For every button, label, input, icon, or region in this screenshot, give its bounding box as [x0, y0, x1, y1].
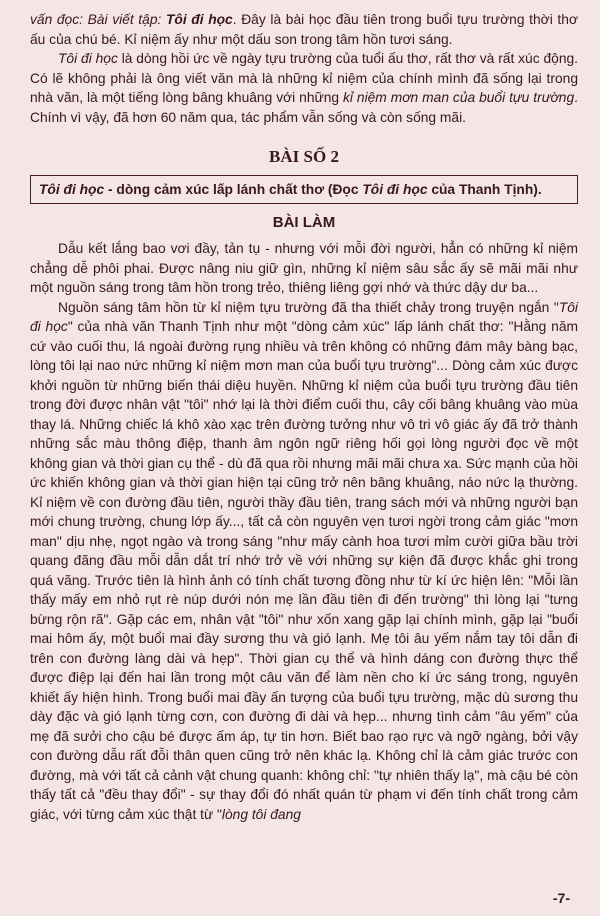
- intro-text: . Chính vì vậy, đã hơn 60 năm qua, tác phẩm vẫn sống và còn sống mãi.: [30, 90, 578, 125]
- work-title: Tôi đi học: [30, 299, 578, 334]
- page-number: -7-: [552, 890, 570, 906]
- topic-box: [30, 175, 578, 204]
- intro-label: vấn đọc: Bài viết tập:: [30, 12, 166, 27]
- work-title: Tôi đi học: [165, 12, 233, 27]
- work-title: Tôi đi học: [362, 182, 428, 197]
- intro-paragraph-2: [30, 49, 578, 127]
- document-page: [30, 10, 578, 824]
- intro-paragraph-1: [30, 10, 578, 49]
- essay-paragraph-2: [30, 298, 578, 825]
- intro-text: là dòng hồi ức về ngày tựu trường của tuổi ấu thơ, rất thơ và rất xúc động. Có lẽ không phải là ông viết văn mà là những kỉ niệm của chính mình đã sống lại trong nhà văn, là một tiếng lòng bâng khuâng với những: [30, 51, 578, 105]
- work-title: Tôi đi học: [58, 51, 118, 66]
- intro-text: . Đây là bài học đầu tiên trong buổi tựu trường thời thơ ấu của chú bé. Kỉ niệm ấy như một dấu son trong tâm hồn tươi sáng.: [30, 12, 578, 47]
- essay-text: Nguồn sáng tâm hồn từ kỉ niệm tựu trường đã tha thiết chảy trong truyện ngắn ": [58, 299, 559, 315]
- topic-text: - dòng cảm xúc lấp lánh chất thơ (Đọc: [104, 182, 363, 197]
- essay-paragraph-1: Dẫu kết lắng bao vơi đầy, tản tụ - nhưng với mỗi đời người, hẳn có những kỉ niệm chẳng dễ phôi phai. Được nâng niu giữ gìn, những kỉ niệm sâu sắc ấy sẽ mãi mãi như một nguồn sáng trong tâm hồn trong trẻo, thiêng liêng gợi nhớ và thức dậy dư ba...: [30, 241, 578, 295]
- quote: kỉ niệm mơn man của buổi tựu trường: [343, 90, 575, 105]
- quote: lòng tôi đang: [221, 806, 301, 822]
- work-title: Tôi đi học: [39, 182, 105, 197]
- topic-text: của Thanh Tịnh).: [427, 182, 542, 197]
- essay-heading: BÀI LÀM: [272, 214, 336, 231]
- section-heading: BÀI SỐ 2: [269, 147, 339, 166]
- essay-text: " của nhà văn Thanh Tịnh như một "dòng cảm xúc" lấp lánh chất thơ: "Hằng năm cứ vào cuối thu, lá ngoài đường rụng nhiều và trên không có những đám mây bàng bạc, lòng tôi lại nao nức những kỉ niệm mơn man của buổi tựu trường"... Dòng cảm xúc được khởi nguồn từ những biến thái diệu huyền. Những kỉ niệm của buổi tựu trường đầu tiên trong đời được nhân vật "tôi" nhớ lại là thời điểm cuối thu, cây cối bâng khuâng vào mùa thay lá. Những chiếc lá khô xào xạc trên đường tưởng như vô tri vô giác ấy đã trở thành những sắc màu thông điệp, thanh âm ngôn ngữ riêng hối gọi lòng người đọc về một không gian và thời gian cụ thể - dù đã qua rồi nhưng mãi mãi chưa xa. Sức mạnh của hồi ức khiến không gian và thời gian hiện tại cũng trở nên bâng khuâng, náo nức lạ thường. Kỉ niệm về con đường đầu tiên, người thầy đầu tiên, trang sách mới và những người bạn mới chung trường, chung lớp ấy..., tất cả còn nguyên vẹn tươi ngời trong cảm giác "mơn man" dịu nhẹ, ngọt ngào và trong sáng "như mấy cành hoa tươi mỉm cười giữa bầu trời quang đãng đầu mỗi dẫn dắt trí nhớ trở về với những sự kiện đã được khắc ghi trong quá vãng. Trước tiên là hình ảnh có tính chất tương đồng như từ kí ức hiện lên: "Mỗi lần thấy mấy em nhỏ rụt rè núp dưới nón mẹ lần đầu tiên đi đến trường" thì lòng lại "tưng bừng rộn rã". Gặp các em, nhân vật "tôi" như xốn xang gặp lại chính mình, gặp lại "buổi mai hôm ấy, một buổi mai đầy sương thu và gió lạnh. Mẹ tôi âu yếm nắm tay tôi dẫn đi trên con đường làng dài và hẹp". Thời gian cụ thể và hình dáng con đường thực thể được điệp lại đến hai lần trong một câu văn để làm nền cho kí ức sáng trong, nguyên khiết ấy hiện hình. Trong buổi mai đầy ấn tượng của buổi tựu trường, mặc dù sương thu dày đặc và gió lạnh từng cơn, con đường đi dài và hẹp... nhưng tình cảm "âu yếm" của mẹ đã sưởi cho cậu bé được ấm áp, tự tin hơn. Biết bao rạo rực và ngỡ ngàng, bởi vậy con đường dẫu rất đỗi thân quen cũng trở nên khác lạ. Không chỉ là cảm giác trước con đường, mà với tất cả cảnh vật chung quanh: không chỉ: "tự nhiên thấy lạ", mà cậu bé còn thấy tất cả "đều thay đổi" - sự thay đổi đó nhất quán từ phạm vi đến tính chất trong cảm giác, với từng cảm xúc thật từ ": [30, 319, 578, 822]
